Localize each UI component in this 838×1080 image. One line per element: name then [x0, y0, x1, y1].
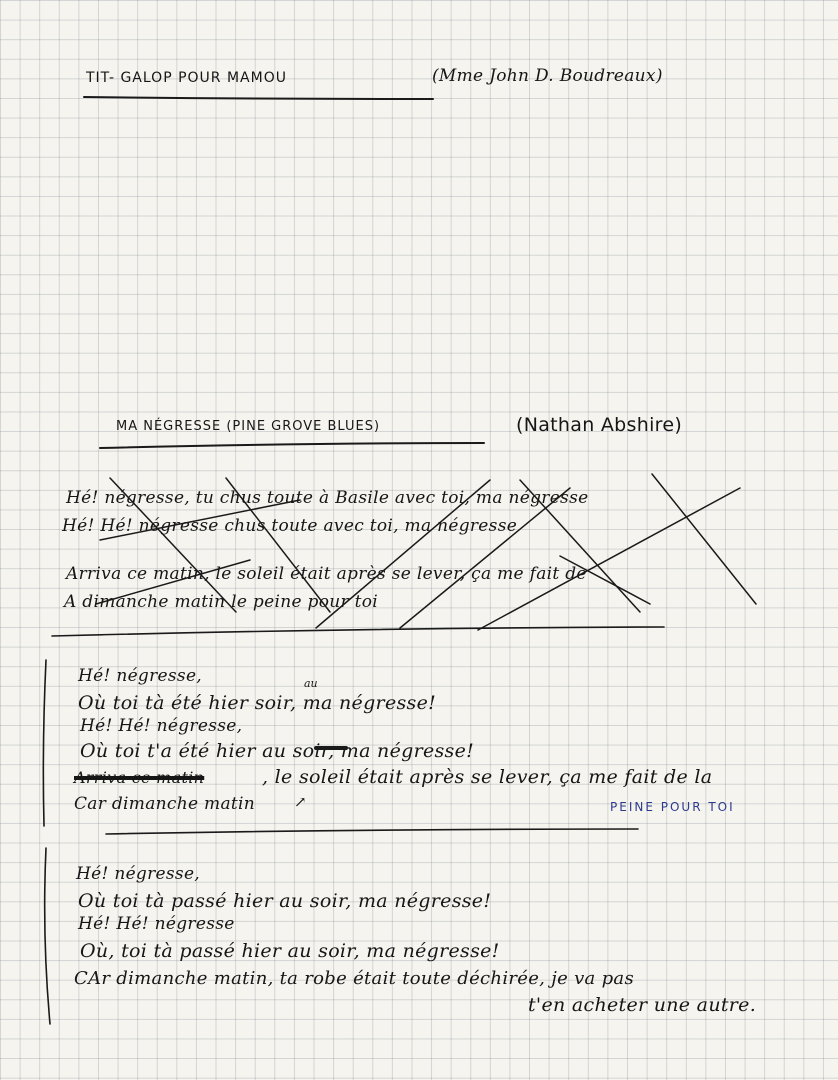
verse2-line-4: Où, toi tà passé hier au soir, ma négresse!: [80, 940, 500, 962]
draft-cross-8: [560, 556, 650, 604]
verse2-bracket: [45, 848, 50, 1024]
draft-separator-line: [52, 627, 664, 636]
song2-author: (Nathan Abshire): [516, 414, 683, 436]
verse1-blue-note: PEINE POUR TOI: [610, 800, 735, 814]
verse2-line-3: Hé! Hé! négresse: [78, 914, 235, 934]
song1-title-underline: [84, 97, 433, 99]
draft-cross-6: [400, 488, 570, 628]
verse1-insert: au: [304, 677, 318, 690]
draft-cross-7: [520, 480, 640, 612]
verse1-line-5: , le soleil était après se lever, ça me fait de la: [262, 766, 713, 788]
verse-separator-line: [106, 829, 638, 834]
verse1-line-3: Hé! Hé! négresse,: [80, 716, 243, 736]
verse2-line-2: Où toi tà passé hier au soir, ma négresse!: [78, 890, 492, 912]
song1-author: (Mme John D. Boudreaux): [432, 66, 663, 86]
verse1-line-5-struck: Arriva ce matin: [74, 768, 205, 787]
draft-cross-10: [652, 474, 756, 604]
draft-cross-2: [226, 478, 330, 612]
verse1-line-4: Où toi t'a été hier au soir, ma négresse!: [80, 740, 475, 762]
draft-cross-5: [316, 480, 490, 628]
verse1-line-1: Hé! négresse,: [78, 666, 203, 686]
verse2-line-6: t'en acheter une autre.: [528, 994, 757, 1016]
verse1-line-6: Car dimanche matin: [74, 794, 256, 814]
draft-cross-9: [478, 488, 740, 630]
draft-line-4: A dimanche matin le peine pour toi: [64, 592, 379, 612]
draft-line-1: Hé! négresse, tu chus toute à Basile avec toi, ma négresse: [66, 488, 589, 508]
verse1-line-6-arrow: ↗: [294, 793, 307, 811]
song2-title-underline: [100, 443, 484, 448]
verse2-line-1: Hé! négresse,: [76, 864, 201, 884]
song1-title: TIT- GALOP POUR MAMOU: [86, 70, 287, 86]
verse1-bracket: [43, 660, 46, 826]
draft-cross-1: [110, 478, 236, 612]
verse2-line-5: CAr dimanche matin, ta robe était toute déchirée, je va pas: [74, 968, 634, 989]
draft-cross-4: [96, 560, 250, 604]
draft-line-2: Hé! Hé! négresse chus toute avec toi, ma négresse: [62, 516, 518, 536]
draft-line-3: Arriva ce matin, le soleil était après se lever, ça me fait de: [66, 564, 587, 584]
verse1-line-2: Où toi tà été hier soir, ma négresse!: [78, 692, 437, 714]
song2-title: MA NÉGRESSE (PINE GROVE BLUES): [116, 419, 381, 434]
